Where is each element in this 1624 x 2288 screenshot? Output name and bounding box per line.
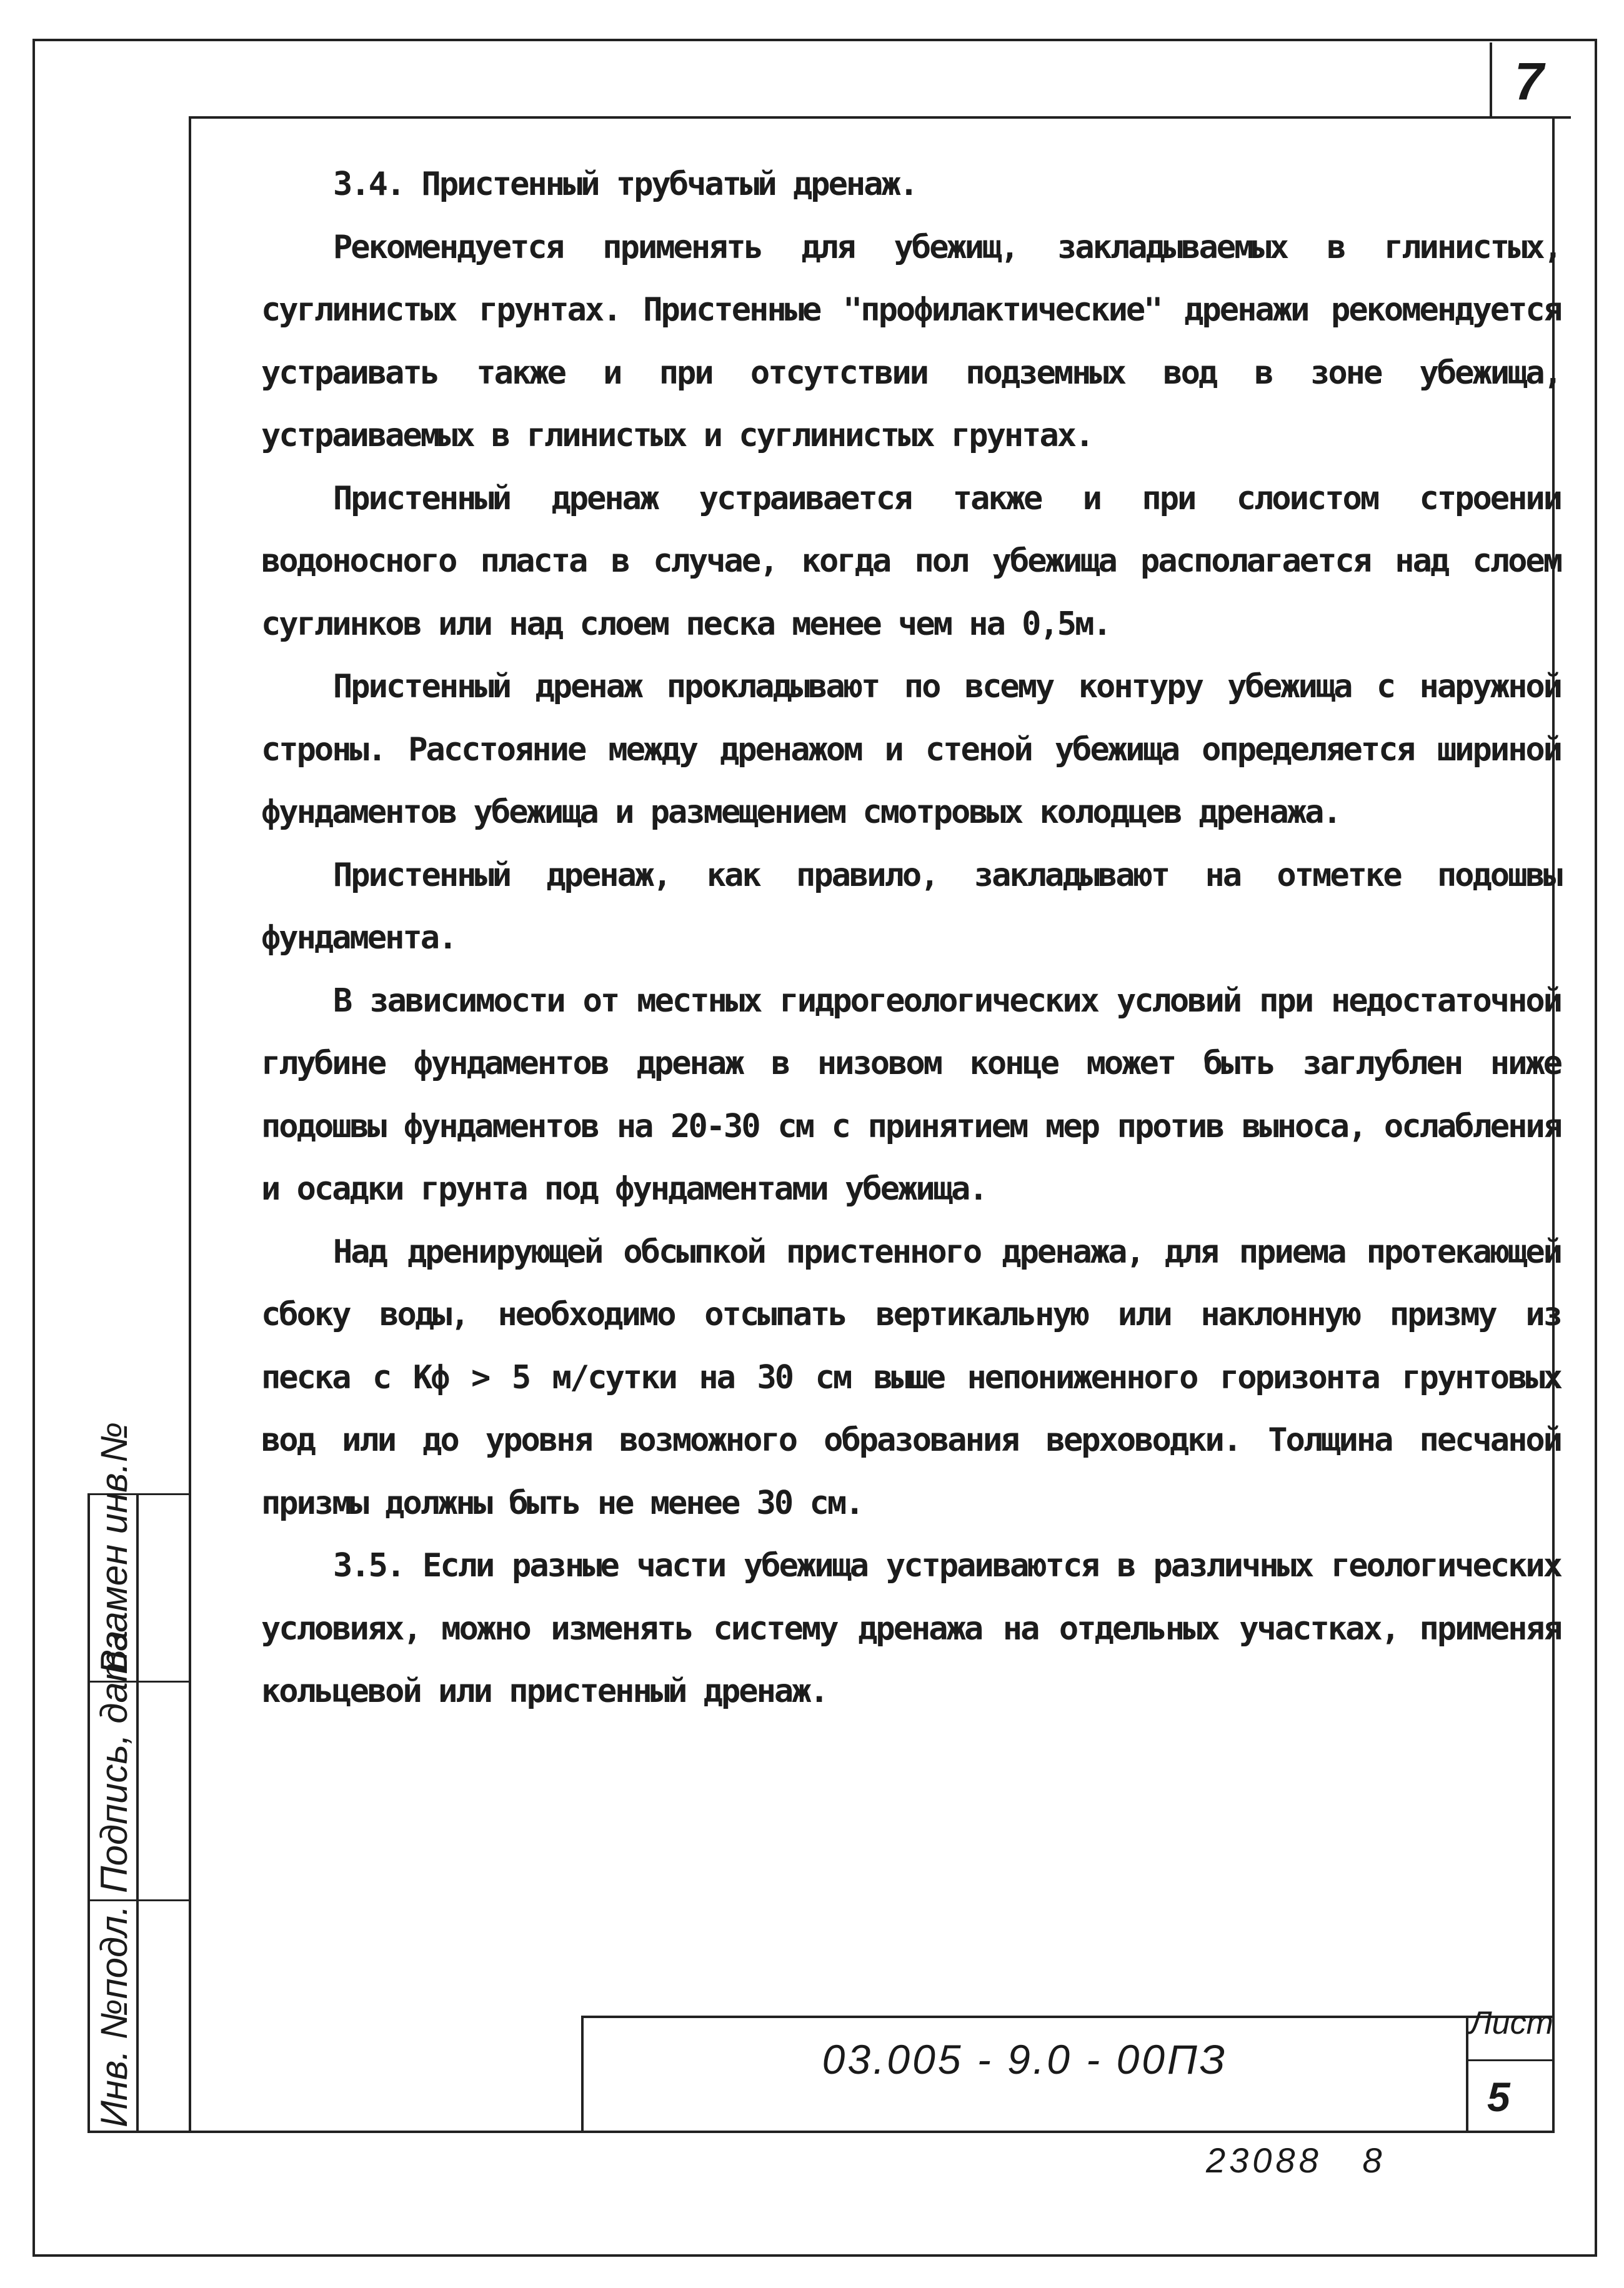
sidebar-mid-line	[136, 1493, 139, 2133]
inner-frame-top	[189, 116, 1571, 119]
outer-frame-bottom	[32, 2254, 1597, 2257]
title-block-top	[581, 2016, 1555, 2018]
outer-frame-right	[1595, 39, 1597, 2257]
paragraph: Пристенный дренаж, как правило, закладывают на отметке подошвы фундамента.	[261, 856, 1561, 957]
title-block-sheet-left	[1466, 2016, 1468, 2133]
sheet-number: 5	[1487, 2074, 1510, 2120]
section-heading-3-4: 3.4. Пристенный трубчатый дренаж.	[333, 166, 917, 203]
inner-frame-bottom	[87, 2131, 1555, 2133]
sidebar-stamp-inventory: Инв. №подл.	[93, 1905, 135, 2127]
paragraph: Пристенный дренаж прокладывают по всему контуру убежища с наружной строны. Расстояние между дренажом и стеной убежища определяется шириной фундаментов убежища и размещением смотровых колодцев дренажа.	[261, 668, 1561, 831]
paragraph: Пристенный дренаж устраивается также и при слоистом строении водоносного пласта в случае, когда пол убежища располагается над слоем суглинков или над слоем песка менее чем на 0,5м.	[261, 479, 1561, 643]
paragraph: В зависимости от местных гидрогеологических условий при недостаточной глубине фундаментов дренаж в низовом конце может быть заглублен ниже подошвы фундаментов на 20-30 см с принятием мер против выноса, ослабления и осадки грунта под фундаментами убежища.	[261, 982, 1561, 1208]
outer-frame-top	[32, 39, 1597, 41]
sidebar-divider-2	[87, 1899, 191, 1901]
title-block-left	[581, 2016, 584, 2133]
sidebar-left-line	[87, 1493, 90, 2133]
document-body	[261, 153, 1561, 1723]
paragraph: Над дренирующей обсыпкой пристенного дренажа, для приема протекающей сбоку воды, необходимо отсыпать вертикальную или наклонную призму из песка с Кф > 5 м/сутки на 30 см выше непониженного горизонта грунтовых вод или до уровня возможного образования верховодки. Толщина песчаной призмы должны быть не менее 30 см.	[261, 1233, 1561, 1522]
section-3-5-paragraph: 3.5. Если разные части убежища устраиваются в различных геологических условиях, можно изменять систему дренажа на отдельных участках, применяя кольцевой или пристенный дренаж.	[261, 1547, 1561, 1710]
page-number: 7	[1514, 52, 1544, 111]
outer-frame-left	[32, 39, 35, 2257]
sidebar-stamp-signature: Подпись, дата	[93, 1630, 135, 1893]
title-block-sheet-divider	[1466, 2059, 1555, 2061]
paragraph: Рекомендуется применять для убежищ, закладываемых в глинистых, суглинистых грунтах. Пристенные "профилактические" дренажи рекомендуется устраивать также и при отсутствии подземных вод в зоне убежища, устраиваемых в глинистых и суглинистых грунтах.	[261, 228, 1561, 454]
sidebar-stamp-replacement: Взамен инв.№	[93, 1421, 135, 1674]
archive-number: 23088 8	[1206, 2141, 1386, 2180]
inner-frame-left	[189, 116, 191, 2133]
sheet-label: Лист	[1470, 2005, 1553, 2041]
document-code: 03.005 - 9.0 - 00ПЗ	[822, 2036, 1228, 2082]
